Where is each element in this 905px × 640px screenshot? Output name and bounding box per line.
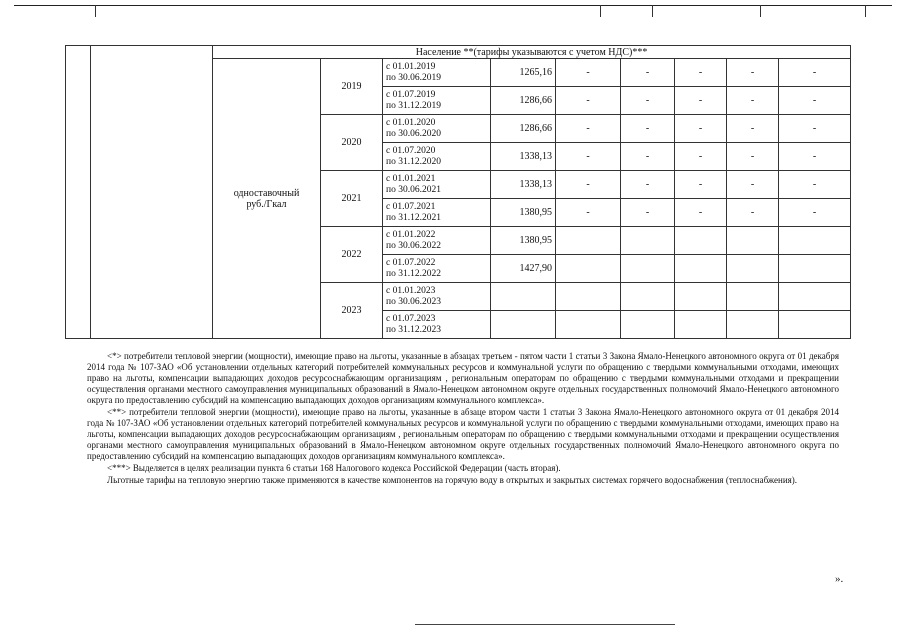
- period-from: с 01.01.2021: [386, 174, 436, 184]
- tariff-cell: [621, 255, 675, 283]
- empty-cell: [91, 46, 213, 339]
- period-cell: [383, 283, 491, 311]
- tariff-cell: -: [621, 59, 675, 87]
- tariff-cell: [675, 227, 727, 255]
- period-to: по 31.12.2019: [386, 100, 441, 111]
- empty-cell: [66, 46, 91, 339]
- year-cell: 2019: [321, 59, 383, 115]
- period-to: по 31.12.2020: [386, 156, 441, 167]
- population-header: Население **(тарифы указываются с учетом НДС)***: [213, 46, 851, 59]
- tariff-cell: [556, 283, 621, 311]
- footnote-2: <**> потребители тепловой энергии (мощности), имеющие право на льготы, указанные в абзаце втором части 1 статьи 3 Закона Ямало-Ненецкого автономного округа от 01 декабря 2014 года № 107-ЗАО «Об установлении отдельных категорий потребителей коммунальных ресурсов и коммунальной услуги по обращению с твердыми коммунальными отходами, имеющих право на льготы, компенсации выпадающих доходов ресурсоснабжающим организациям , региональным операторам по обращению с твердыми коммунальными отходами и прекращении осуществления органами местного самоуправления муниципальных образований в Ямало-Ненецком автономном округе отдельных государственных полномочий Ямало-Ненецкого автономного округа по предоставлению субсидий на компенсацию выпадающих доходов организациям коммунального комплекса».: [87, 407, 839, 461]
- tariff-cell: [779, 311, 851, 339]
- tariff-cell: -: [556, 171, 621, 199]
- tariff-value: 1265,16: [491, 59, 556, 87]
- tariff-cell: -: [779, 143, 851, 171]
- end-quote-mark: ».: [835, 573, 844, 585]
- period-to: по 31.12.2022: [386, 268, 441, 279]
- tariff-cell: -: [675, 171, 727, 199]
- tariff-cell: -: [675, 87, 727, 115]
- tariff-cell: -: [621, 199, 675, 227]
- tariff-value: 1338,13: [491, 143, 556, 171]
- tariff-value: 1380,95: [491, 199, 556, 227]
- tariff-cell: -: [779, 171, 851, 199]
- period-cell: [383, 59, 491, 87]
- tariff-cell: -: [727, 87, 779, 115]
- unit-type: одноставочный: [233, 187, 300, 199]
- period-cell: [383, 227, 491, 255]
- tariff-cell: -: [779, 199, 851, 227]
- tariff-cell: [675, 283, 727, 311]
- tariff-cell: -: [727, 115, 779, 143]
- tariff-cell: [675, 255, 727, 283]
- header-row: [66, 46, 851, 59]
- tariff-cell: [621, 311, 675, 339]
- period-to: по 30.06.2021: [386, 184, 441, 195]
- tariff-value: [491, 311, 556, 339]
- period-from: с 01.07.2022: [386, 258, 436, 268]
- tariff-cell: -: [675, 199, 727, 227]
- tariff-value: 1380,95: [491, 227, 556, 255]
- tariff-cell: -: [675, 143, 727, 171]
- tariff-cell: -: [621, 115, 675, 143]
- column-tick: [600, 5, 601, 17]
- tariff-value: 1286,66: [491, 87, 556, 115]
- tariff-cell: [727, 283, 779, 311]
- tariff-cell: [727, 311, 779, 339]
- tariff-cell: -: [556, 143, 621, 171]
- tariff-cell: [675, 311, 727, 339]
- tariff-cell: -: [779, 59, 851, 87]
- footnote-3: <***> Выделяется в целях реализации пункта 6 статьи 168 Налогового кодекса Российской Федерации (часть вторая).: [107, 463, 561, 473]
- period-to: по 30.06.2022: [386, 240, 441, 251]
- tariff-cell: -: [727, 143, 779, 171]
- period-to: по 30.06.2019: [386, 72, 441, 83]
- unit-cell: [213, 59, 321, 339]
- tariff-cell: -: [621, 143, 675, 171]
- tariff-cell: [779, 255, 851, 283]
- period-cell: [383, 115, 491, 143]
- column-tick: [95, 5, 96, 17]
- period-to: по 30.06.2020: [386, 128, 441, 139]
- period-cell: [383, 199, 491, 227]
- tariff-cell: -: [556, 59, 621, 87]
- unit-measure: руб./Гкал: [246, 198, 287, 210]
- period-to: по 31.12.2023: [386, 324, 441, 335]
- period-cell: [383, 87, 491, 115]
- tariff-cell: -: [675, 115, 727, 143]
- tariff-cell: -: [779, 87, 851, 115]
- tariff-cell: [779, 227, 851, 255]
- period-from: с 01.01.2019: [386, 62, 436, 72]
- period-from: с 01.01.2023: [386, 286, 436, 296]
- tariff-value: 1286,66: [491, 115, 556, 143]
- tariff-value: 1427,90: [491, 255, 556, 283]
- footnote-1: <*> потребители тепловой энергии (мощности), имеющие право на льготы, указанные в абзацах третьем - пятом части 1 статьи 3 Закона Ямало-Ненецкого автономного округа от 01 декабря 2014 года № 107-ЗАО «Об установлении отдельных категорий потребителей коммунальных ресурсов и коммунальной услуги по обращению с твердыми коммунальными отходами, имеющих право на льготы, компенсации выпадающих доходов ресурсоснабжающим организациям , региональным операторам по обращению с твердыми коммунальными отходами и прекращении осуществления органами местного самоуправления муниципальных образований в Ямало-Ненецком автономном округе отдельных государственных полномочий Ямало-Ненецкого автономного округа по предоставлению субсидий на компенсацию выпадающих доходов организациям коммунального комплекса».: [87, 351, 839, 405]
- year-cell: 2022: [321, 227, 383, 283]
- column-tick: [652, 5, 653, 17]
- period-from: с 01.07.2023: [386, 314, 436, 324]
- tariff-table: [65, 45, 851, 339]
- footnotes: [87, 351, 839, 487]
- period-cell: [383, 143, 491, 171]
- period-from: с 01.01.2020: [386, 118, 436, 128]
- tariff-cell: [727, 227, 779, 255]
- period-from: с 01.07.2020: [386, 146, 436, 156]
- year-cell: 2020: [321, 115, 383, 171]
- period-cell: [383, 311, 491, 339]
- tariff-cell: -: [556, 87, 621, 115]
- period-from: с 01.01.2022: [386, 230, 436, 240]
- tariff-cell: -: [621, 171, 675, 199]
- tariff-value: [491, 283, 556, 311]
- tariff-cell: -: [556, 115, 621, 143]
- footnote-4: Льготные тарифы на тепловую энергию также применяются в качестве компонентов на горячую воду в открытых и закрытых системах горячего водоснабжения (теплоснабжения).: [107, 475, 798, 485]
- column-tick: [865, 5, 866, 17]
- year-cell: 2023: [321, 283, 383, 339]
- tariff-cell: -: [727, 171, 779, 199]
- period-from: с 01.07.2019: [386, 90, 436, 100]
- tariff-cell: [556, 311, 621, 339]
- tariff-cell: [621, 283, 675, 311]
- tariff-cell: -: [779, 115, 851, 143]
- tariff-cell: -: [727, 199, 779, 227]
- tariff-cell: -: [675, 59, 727, 87]
- tariff-cell: [556, 255, 621, 283]
- tariff-cell: [779, 283, 851, 311]
- tariff-cell: -: [621, 87, 675, 115]
- tariff-cell: [556, 227, 621, 255]
- bottom-border-line: [415, 624, 675, 625]
- tariff-value: 1338,13: [491, 171, 556, 199]
- tariff-cell: -: [556, 199, 621, 227]
- period-to: по 31.12.2021: [386, 212, 441, 223]
- period-to: по 30.06.2023: [386, 296, 441, 307]
- period-cell: [383, 255, 491, 283]
- tariff-cell: [727, 255, 779, 283]
- period-from: с 01.07.2021: [386, 202, 436, 212]
- tariff-cell: -: [727, 59, 779, 87]
- tariff-cell: [621, 227, 675, 255]
- column-tick: [760, 5, 761, 17]
- year-cell: 2021: [321, 171, 383, 227]
- period-cell: [383, 171, 491, 199]
